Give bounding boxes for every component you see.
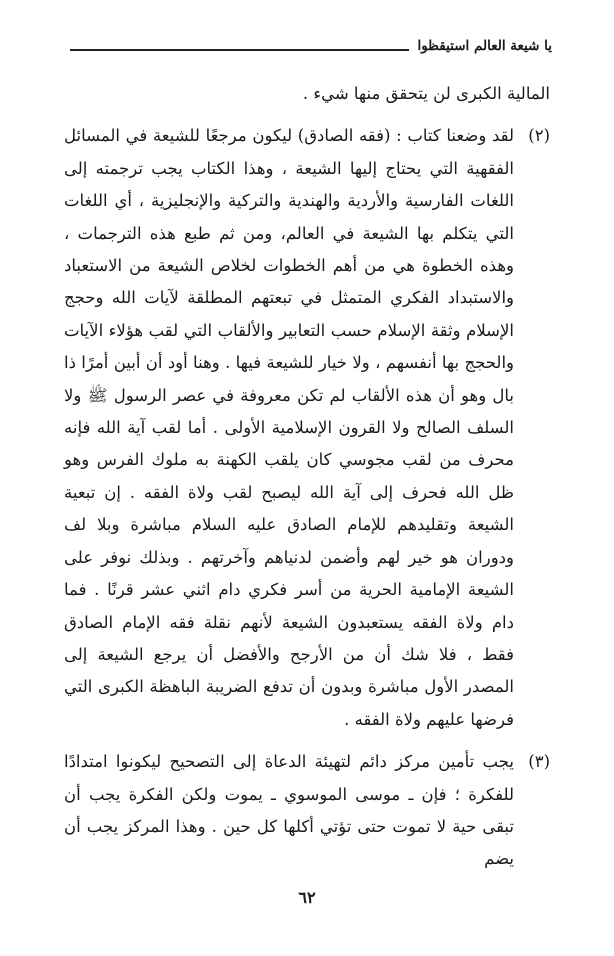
page-number: ٦٢	[298, 888, 316, 907]
paragraph-numbered-3	[64, 746, 550, 876]
running-header-title: يا شيعة العالم استيقظوا	[409, 34, 552, 58]
paragraph-gap	[64, 736, 550, 746]
paragraph-number: (٢)	[528, 126, 550, 146]
paragraph-text: لقد وضعنا كتاب : (فقه الصادق) ليكون مرجعًا للشيعة في المسائل الفقهية التي يحتاج إليها الشيعة ، وهذا الكتاب يجب ترجمته إلى اللغات الفارسية والأردية والهندية والتركية والإنجليزية ، أي اللغات التي يتكلم بها الشيعة في العالم، ومن ثم طبع هذه الترجمات ، وهذه الخطوة هي من أهم الخطوات لخلاص الشيعة من الاستعباد والاستبداد الفكري المتمثل في تبعتهم المطلقة لآيات الله وحجج الإسلام وثقة الإسلام حسب التعابير والألقاب التي لقب هؤلاء الآيات والحجج بها أنفسهم ، ولا خيار للشيعة فيها . وهنا أود أن أبين أمرًا ذا بال وهو أن هذه الألقاب لم تكن معروفة في عصر الرسول ﷺ ولا السلف الصالح ولا القرون الإسلامية الأولى . أما لقب آية الله فإنه محرف من لقب مجوسي كان يلقب الكهنة به ملوك الفرس وهو ظل الله فحرف إلى آية الله ليصبح لقب ولاة الفقه . إن تبعية الشيعة وتقليدهم للإمام الصادق عليه السلام مباشرة وبلا لف ودوران هو خير لهم وأضمن لدنياهم وآخرتهم . وبذلك نوفر على الشيعة الإمامية الحرية من أسر فكري دام اثني عشر قرنًا . فما دام ولاة الفقه يستعبدون الشيعة لأنهم نقلة فقه الإمام الصادق فقط ، فلا شك أن من الأرجح والأفضل أن يرجع الشيعة إلى المصدر الأول مباشرة وبدون أن تدفع الضريبة الباهظة الكبرى التي فرضها عليهم ولاة الفقه .	[64, 126, 514, 729]
running-header	[70, 34, 552, 58]
paragraph-numbered-2	[64, 120, 550, 736]
paragraph-gap	[64, 110, 550, 120]
page-body	[64, 78, 550, 876]
paragraph-text: المالية الكبرى لن يتحقق منها شيء .	[302, 84, 550, 103]
paragraph-continuation	[64, 78, 550, 110]
paragraph-number: (٣)	[528, 752, 550, 772]
paragraph-text: يجب تأمين مركز دائم لتهيئة الدعاة إلى التصحيح ليكونوا امتدادًا للفكرة ؛ فإن ـ موسى الموسوي ـ يموت ولكن الفكرة يجب أن تبقى حية لا تموت حتى تؤتي أكلها كل حين . وهذا المركز يجب أن يضم	[64, 752, 514, 869]
